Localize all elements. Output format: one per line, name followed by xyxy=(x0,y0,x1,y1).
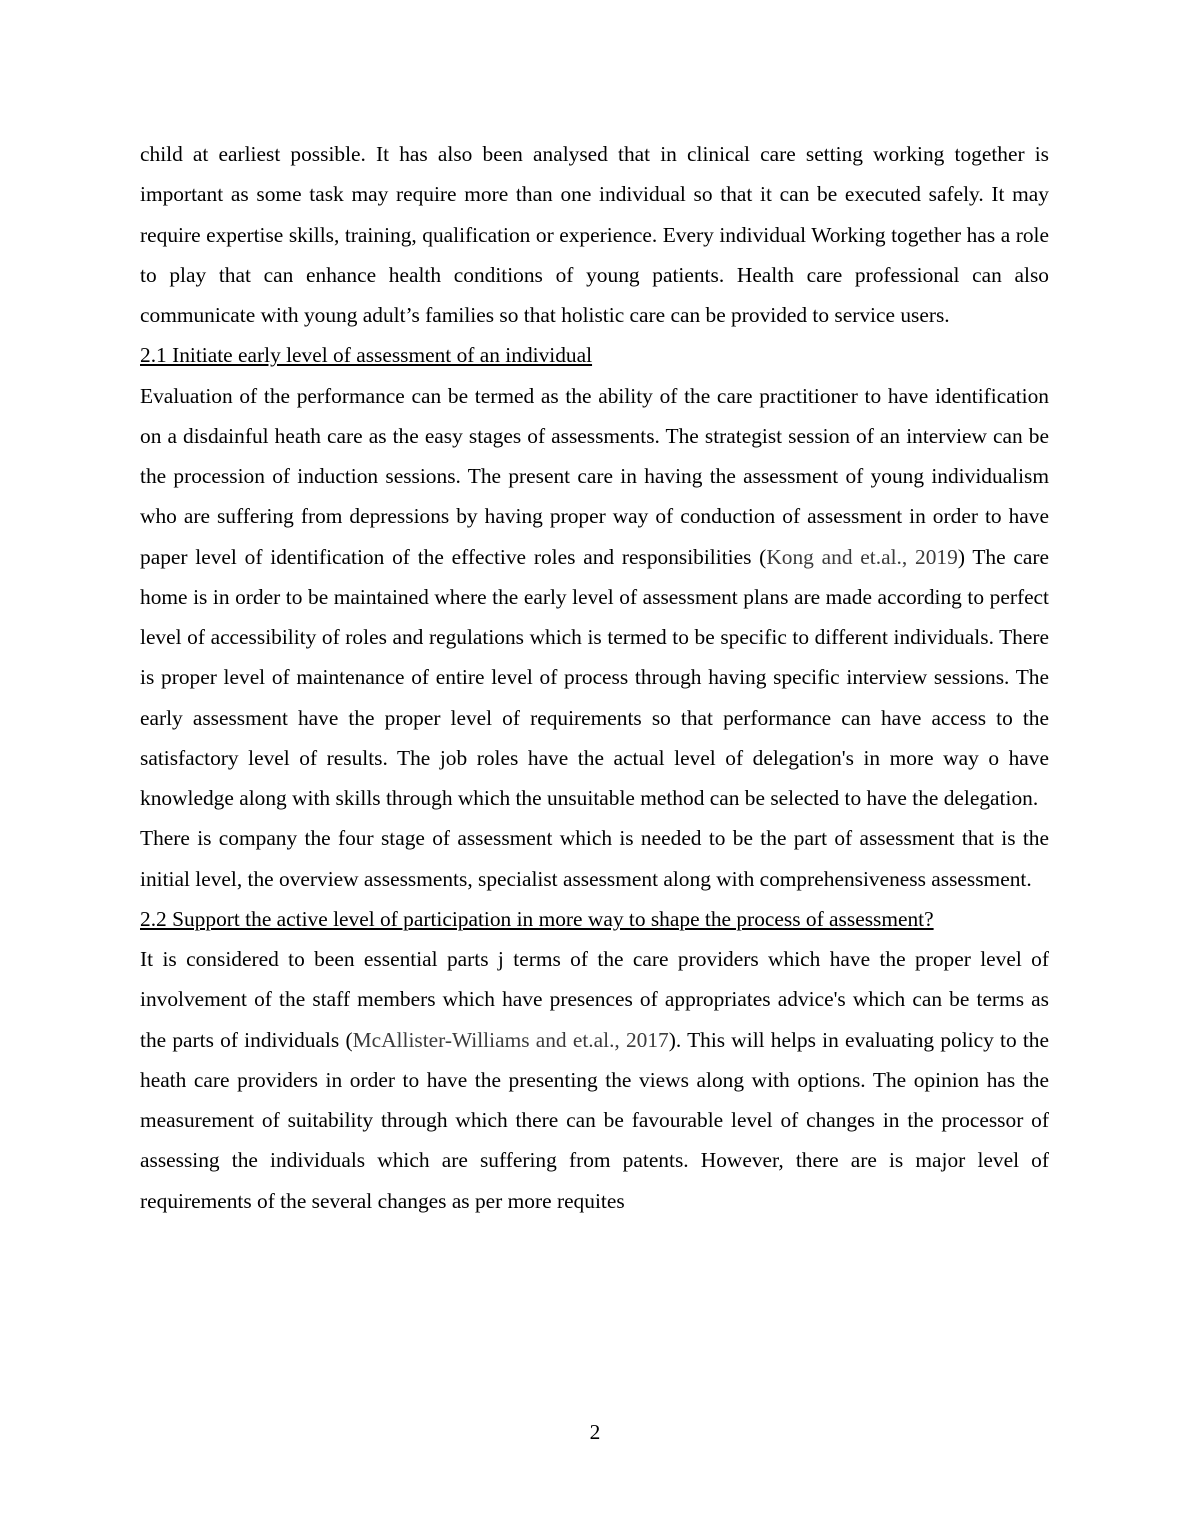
paragraph-early-assessment xyxy=(140,376,1049,819)
citation-mcallister-williams: McAllister-Williams and et.al., 2017 xyxy=(352,1027,669,1052)
paragraph-text: It is considered to been essential parts j terms of the care providers which have the proper level of involvement of the staff members which have presences of appropriates advice's which can be terms as the parts of individuals ( xyxy=(140,947,1049,1052)
paragraph-working-together: child at earliest possible. It has also been analysed that in clinical care setting working together is important as some task may require more than one individual so that it can be executed safely. It may require expertise skills, training, qualification or experience. Every individual Working together has a role to play that can enhance health conditions of young patients. Health care professional can also communicate with young adult’s families so that holistic care can be provided to service users. xyxy=(140,142,1049,327)
section-heading-2-2: 2.2 Support the active level of participation in more way to shape the process of assessment? xyxy=(140,906,934,931)
citation-kong: Kong and et.al., 2019 xyxy=(766,544,958,569)
document-body xyxy=(140,134,1049,1221)
paragraph-four-stages: There is company the four stage of assessment which is needed to be the part of assessment that is the initial level, the overview assessments, specialist assessment along with comprehensiveness assessment. xyxy=(140,826,1049,891)
paragraph-text: ). This will helps in evaluating policy to the heath care providers in order to have the presenting the views along with options. The opinion has the measurement of suitability through which there can be favourable level of changes in the processor of assessing the individuals which are suffering from patents. However, there are is major level of requirements of the several changes as per more requites xyxy=(140,1027,1049,1213)
paragraph-text: Evaluation of the performance can be termed as the ability of the care practitioner to have identification on a disdainful heath care as the easy stages of assessments. The strategist session of an interview can be the procession of induction sessions. The present care in having the assessment of young individualism who are suffering from depressions by having proper way of conduction of assessment in order to have paper level of identification of the effective roles and responsibilities ( xyxy=(140,383,1049,569)
page-number: 2 xyxy=(589,1420,601,1444)
section-heading-2-1: 2.1 Initiate early level of assessment of an individual xyxy=(140,343,593,368)
paragraph-active-participation xyxy=(140,939,1049,1221)
paragraph-text: ) The care home is in order to be maintained where the early level of assessment plans are made according to perfect level of accessibility of roles and regulations which is termed to be specific to different individuals. There is proper level of maintenance of entire level of process through having specific interview sessions. The early assessment have the proper level of requirements so that performance can have access to the satisfactory level of results. The job roles have the actual level of delegation's in more way o have knowledge along with skills through which the unsuitable method can be selected to have the delegation. xyxy=(140,544,1049,810)
